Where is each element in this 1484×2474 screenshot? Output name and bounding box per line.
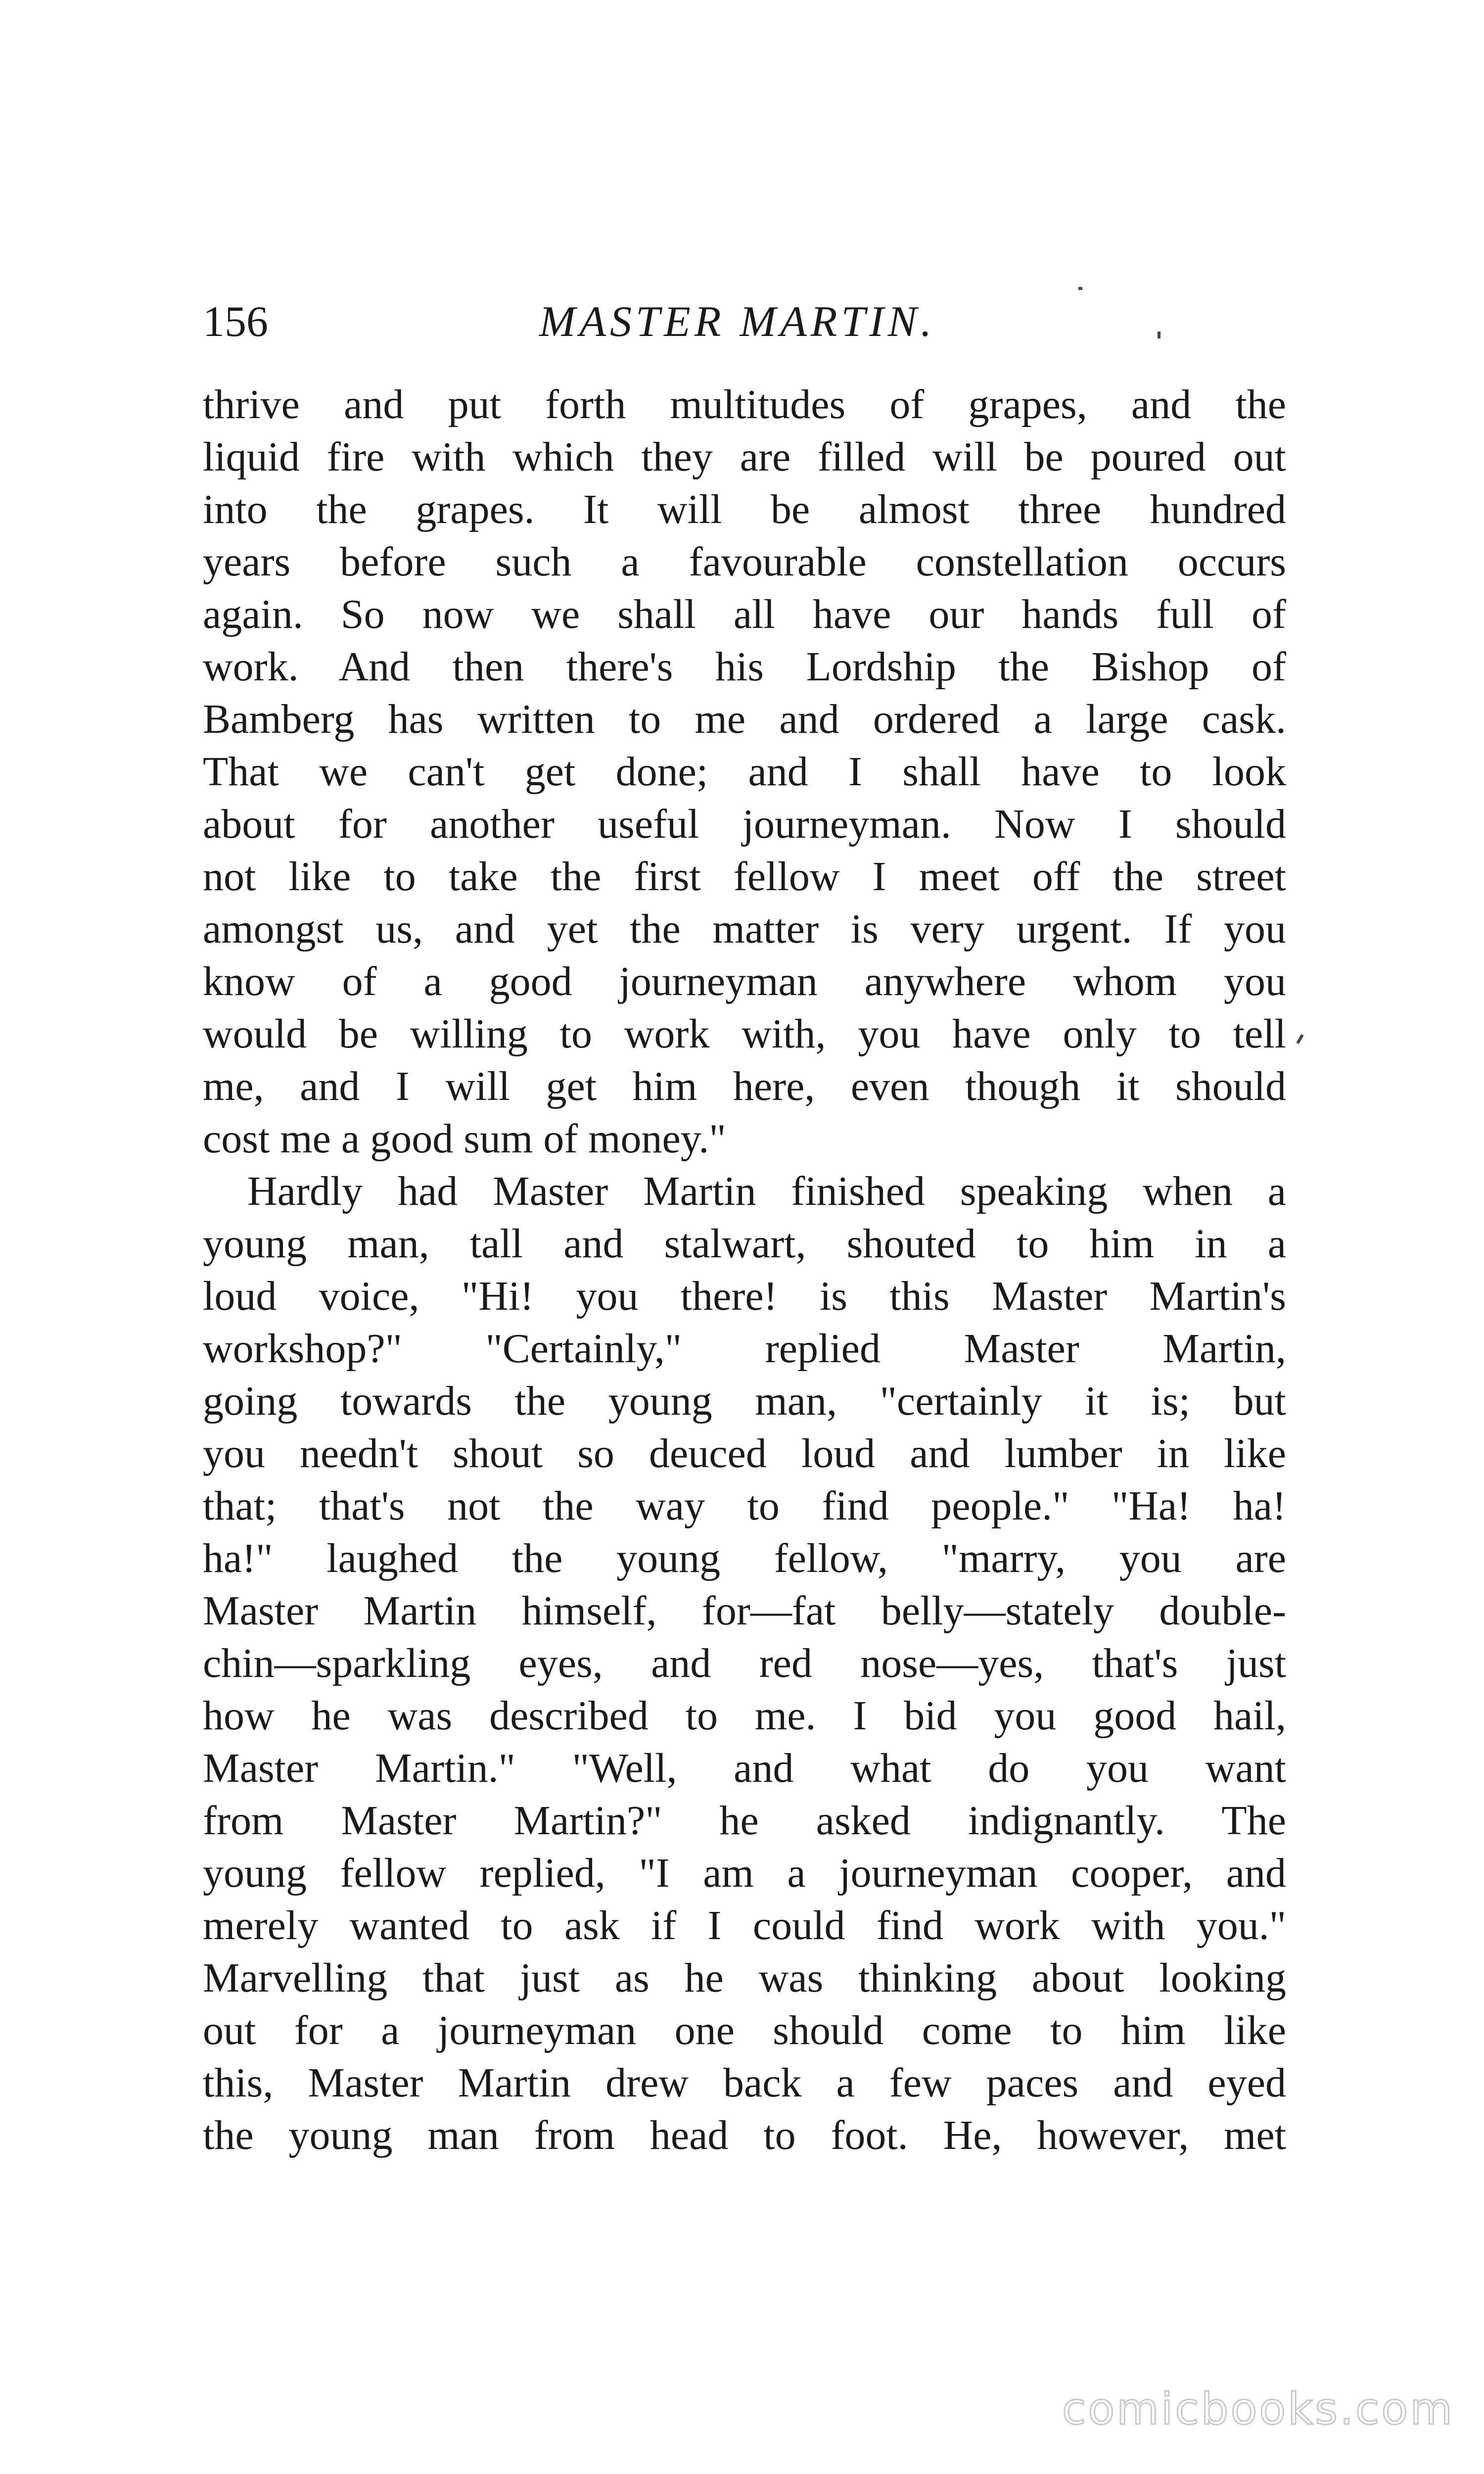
text-line: That we can't get done; and I shall have to look	[203, 749, 1286, 795]
text-line: workshop?" "Certainly," replied Master Martin,	[203, 1326, 1286, 1372]
text-line: cost me a good sum of money."	[203, 1116, 726, 1162]
text-line: thrive and put forth multitudes of grapes, and the	[203, 381, 1286, 428]
text-line: would be willing to work with, you have only to tell	[203, 1011, 1286, 1057]
body-text	[203, 379, 1286, 2162]
text-line: this, Master Martin drew back a few paces and eyed	[203, 2060, 1286, 2106]
text-line: going towards the young man, "certainly it is; but	[203, 1378, 1286, 1424]
text-line: me, and I will get him here, even though it should	[203, 1063, 1286, 1109]
page-header	[203, 297, 1286, 356]
text-line: that; that's not the way to find people." "Ha! ha!	[203, 1483, 1286, 1529]
text-line: loud voice, "Hi! you there! is this Master Martin's	[203, 1273, 1286, 1319]
text-line: young man, tall and stalwart, shouted to him in a	[203, 1221, 1286, 1267]
text-line: merely wanted to ask if I could find work with you."	[203, 1903, 1286, 1949]
print-speck	[1078, 287, 1082, 290]
text-line: Hardly had Master Martin finished speaking when a	[247, 1168, 1286, 1214]
text-line: work. And then there's his Lordship the Bishop of	[203, 644, 1286, 690]
text-line: from Master Martin?" he asked indignantly. The	[203, 1798, 1286, 1844]
text-line: how he was described to me. I bid you good hail,	[203, 1693, 1286, 1739]
text-line: Master Martin himself, for—fat belly—stately double-	[203, 1588, 1286, 1634]
text-line: the young man from head to foot. He, however, met	[203, 2112, 1286, 2158]
text-line: Master Martin." "Well, and what do you want	[203, 1745, 1286, 1791]
text-line: into the grapes. It will be almost three hundred	[203, 486, 1286, 532]
text-line: chin—sparkling eyes, and red nose—yes, that's just	[203, 1640, 1286, 1686]
text-line: ha!" laughed the young fellow, "marry, you are	[203, 1535, 1286, 1581]
text-line: Marvelling that just as he was thinking about looking	[203, 1955, 1286, 2001]
text-line: again. So now we shall all have our hands full of	[203, 591, 1286, 637]
text-line: years before such a favourable constellation occurs	[203, 539, 1286, 585]
text-line: you needn't shout so deuced loud and lumber in like	[203, 1430, 1286, 1476]
text-line: Bamberg has written to me and ordered a large cask.	[203, 696, 1286, 742]
text-line: know of a good journeyman anywhere whom you	[203, 958, 1286, 1004]
text-line: young fellow replied, "I am a journeyman cooper, and	[203, 1850, 1286, 1896]
text-line: out for a journeyman one should come to him like	[203, 2007, 1286, 2053]
page-number: 156	[203, 298, 268, 346]
print-speck	[1296, 1034, 1303, 1044]
text-line: not like to take the first fellow I meet off the street	[203, 854, 1286, 900]
text-line: about for another useful journeyman. Now I should	[203, 801, 1286, 847]
watermark-logo: comicbooks.com	[1062, 2383, 1454, 2434]
text-line: liquid fire with which they are filled will be poured out	[203, 434, 1286, 480]
text-line: amongst us, and yet the matter is very urgent. If you	[203, 906, 1286, 952]
running-head: MASTER MARTIN.	[539, 298, 936, 346]
